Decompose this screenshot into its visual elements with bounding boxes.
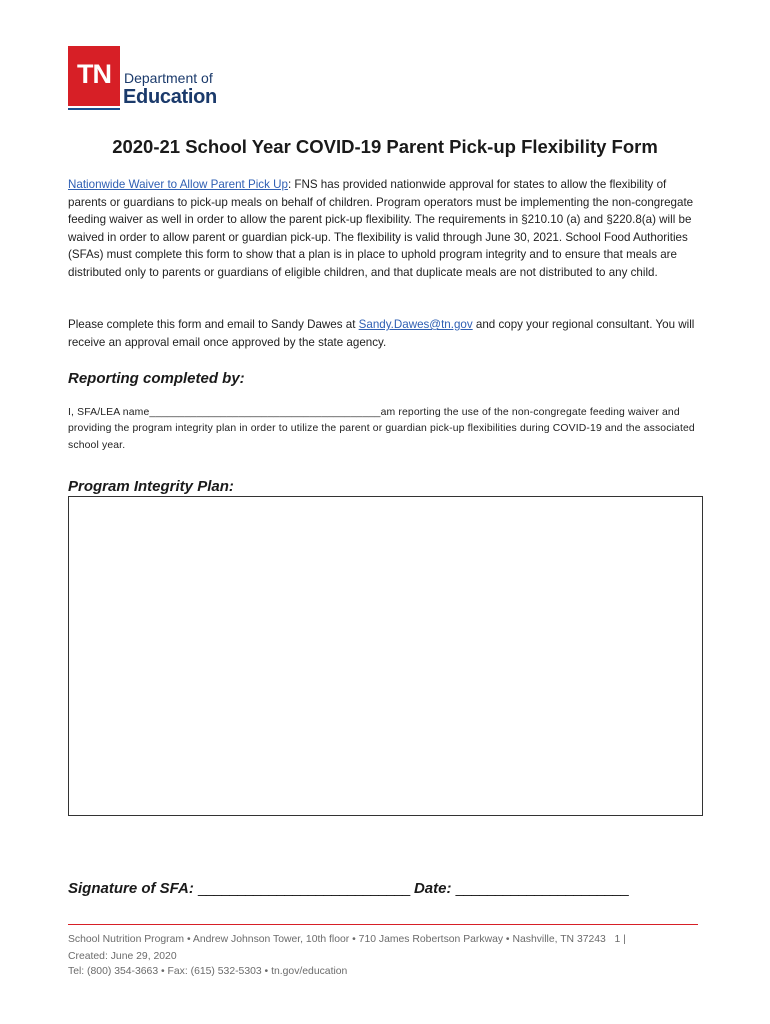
footer-divider bbox=[68, 924, 698, 925]
instructions-after: and copy your regional consultant. You will receive an approval email once approved by the state agency. bbox=[68, 318, 695, 349]
reporting-statement bbox=[68, 405, 708, 454]
signature-label: Signature of SFA: bbox=[68, 880, 194, 897]
email-link[interactable]: Sandy.Dawes@tn.gov bbox=[358, 318, 473, 331]
program-integrity-plan-field[interactable] bbox=[68, 496, 703, 816]
signature-row bbox=[68, 880, 628, 897]
tn-education-logo bbox=[68, 46, 228, 108]
footer-address: School Nutrition Program • Andrew Johnson Tower, 10th floor • 710 James Robertson Parkway • Nashville, TN 37243 bbox=[68, 934, 606, 945]
reporting-prefix: I, SFA/LEA name bbox=[68, 407, 150, 418]
instructions-paragraph bbox=[68, 316, 708, 351]
plan-heading: Program Integrity Plan: bbox=[68, 478, 234, 495]
sfa-name-field[interactable]: _______________________________________ bbox=[149, 407, 381, 418]
form-title: 2020-21 School Year COVID-19 Parent Pick-up Flexibility Form bbox=[112, 136, 658, 157]
tn-logo-badge: TN bbox=[68, 46, 120, 106]
logo-department-text: Department of bbox=[124, 70, 213, 86]
signature-field[interactable]: ___________________________ bbox=[198, 880, 410, 897]
date-field[interactable]: ______________________ bbox=[455, 880, 629, 897]
footer-contact: Tel: (800) 354-3663 • Fax: (615) 532-5303 • tn.gov/education bbox=[68, 966, 348, 977]
footer-created: Created: June 29, 2020 bbox=[68, 951, 177, 962]
logo-education-text: Education bbox=[123, 86, 217, 108]
instructions-before: Please complete this form and email to Sandy Dawes at bbox=[68, 318, 359, 331]
intro-paragraph bbox=[68, 176, 708, 282]
logo-underline bbox=[68, 108, 120, 110]
reporting-text: am reporting the use of the non-congregate feeding waiver and providing the program integrity plan in order to utilize the parent or guardian pick-up flexibilities during COVID-19 and the associated school year. bbox=[68, 407, 695, 451]
footer-address-line bbox=[68, 932, 708, 949]
page-number: 1 | bbox=[614, 934, 626, 945]
intro-body: : FNS has provided nationwide approval for states to allow the flexibility of parents or guardians to pick-up meals on behalf of children. Program operators must be implementing the non-congregate feeding waiver as well in order to allow the parent pick-up flexibility. The requirements in §210.10 (a) and §220.8(a) will be waived in order to allow parent or guardian pick-up. The flexibility is valid through June 30, 2021. School Food Authorities (SFAs) must complete this form to show that a plan is in place to uphold program integrity and to ensure that meals are distributed only to parents or guardians of eligible children, and that duplicate meals are not distributed to any child. bbox=[68, 178, 694, 279]
date-label: Date: bbox=[413, 880, 452, 897]
reporting-heading: Reporting completed by: bbox=[68, 370, 245, 387]
waiver-link[interactable]: Nationwide Waiver to Allow Parent Pick Up bbox=[68, 178, 288, 191]
